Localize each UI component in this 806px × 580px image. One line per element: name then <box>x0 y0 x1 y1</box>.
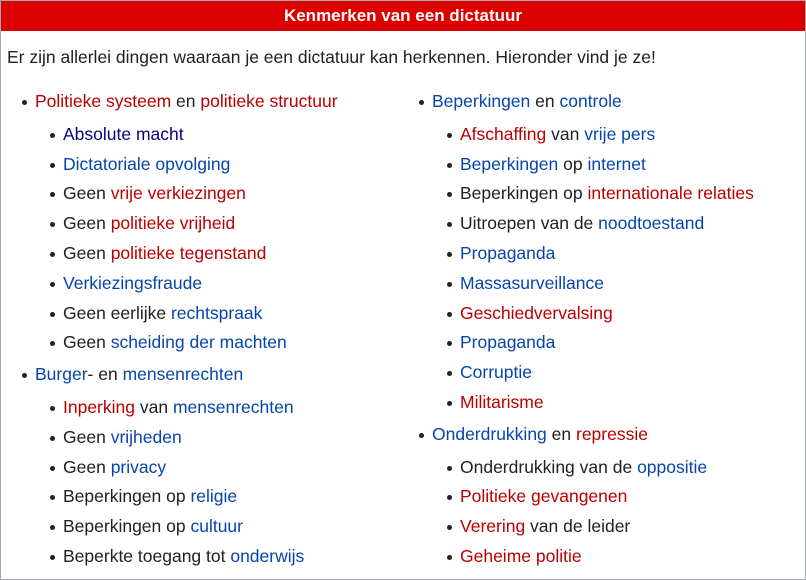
link-mensenrechten[interactable]: mensenrechten <box>122 364 244 385</box>
item-text: Geen <box>63 456 111 477</box>
item-text: Onderdrukking van de <box>460 456 638 477</box>
heading-text: en <box>546 423 576 444</box>
link-vrijheden[interactable]: vrijheden <box>110 426 182 447</box>
list-item <box>460 542 806 572</box>
bullet-icon <box>50 466 55 471</box>
intro-text: Er zijn allerlei dingen waaraan je een dictatuur kan herkennen. Hieronder vind je ze! <box>7 47 656 67</box>
bullet-icon <box>447 555 452 560</box>
left-column <box>19 87 409 574</box>
bullet-icon <box>22 373 27 378</box>
link-politieke-tegenstand[interactable]: politieke tegenstand <box>110 242 267 263</box>
item-text: op <box>558 153 588 174</box>
section-heading <box>416 87 806 117</box>
sub-list <box>416 120 806 418</box>
link-politieke-structuur[interactable]: politieke structuur <box>200 91 338 111</box>
link-geschiedvervalsing[interactable]: Geschiedvervalsing <box>460 302 613 323</box>
item-text: Beperkingen op <box>460 183 588 204</box>
link-scheiding-der-machten[interactable]: scheiding der machten <box>110 332 287 353</box>
link-cultuur[interactable]: cultuur <box>190 516 243 537</box>
link-politieke-systeem[interactable]: Politieke systeem <box>35 91 172 111</box>
link-controle[interactable]: controle <box>559 91 622 111</box>
bullet-icon <box>447 466 452 471</box>
link-vrije-verkiezingen[interactable]: vrije verkiezingen <box>110 183 246 204</box>
section-beperkingen-controle <box>416 87 806 418</box>
list-item <box>460 512 806 542</box>
item-text: Geen <box>63 242 111 263</box>
list-item <box>460 120 806 150</box>
bullet-icon <box>50 192 55 197</box>
link-burger[interactable]: Burger <box>35 364 88 385</box>
sub-list <box>416 453 806 572</box>
list-item <box>460 482 806 512</box>
link-oppositie[interactable]: oppositie <box>637 456 708 477</box>
sub-list <box>19 393 409 572</box>
item-text: Geen <box>63 213 111 234</box>
link-dictatoriale-opvolging[interactable]: Dictatoriale opvolging <box>63 153 231 174</box>
item-text: van de leider <box>525 516 631 537</box>
section-politieke-systeem <box>19 87 409 358</box>
item-text: Beperkte toegang tot <box>63 545 231 566</box>
link-inperking[interactable]: Inperking <box>63 396 135 417</box>
link-beperkingen[interactable]: Beperkingen <box>460 153 559 174</box>
list-item <box>63 269 409 299</box>
list-item <box>460 179 806 209</box>
list-item <box>460 453 806 483</box>
bullet-icon <box>50 222 55 227</box>
heading-text: en <box>171 91 201 111</box>
bullet-icon <box>50 555 55 560</box>
list-item <box>63 482 409 512</box>
bullet-icon <box>50 525 55 530</box>
list-item <box>63 542 409 572</box>
heading-text: en <box>530 91 560 111</box>
list-item <box>460 328 806 358</box>
list-item <box>63 453 409 483</box>
item-text: Geen eerlijke <box>63 302 171 323</box>
section-list <box>19 87 409 572</box>
bullet-icon <box>50 282 55 287</box>
bullet-icon <box>50 312 55 317</box>
bullet-icon <box>419 433 424 438</box>
list-item <box>460 209 806 239</box>
link-massasurveillance[interactable]: Massasurveillance <box>460 272 604 293</box>
sub-list <box>19 120 409 358</box>
list-item <box>63 512 409 542</box>
link-onderwijs[interactable]: onderwijs <box>230 545 305 566</box>
section-heading <box>416 420 806 450</box>
list-item <box>460 299 806 329</box>
link-religie[interactable]: religie <box>190 486 238 507</box>
bullet-icon <box>50 252 55 257</box>
link-repressie[interactable]: repressie <box>576 423 648 444</box>
item-text: van <box>546 123 585 144</box>
navbox-title: Kenmerken van een dictatuur <box>1 1 805 31</box>
bullet-icon <box>447 282 452 287</box>
link-mensenrechten[interactable]: mensenrechten <box>172 396 294 417</box>
list-item <box>63 393 409 423</box>
bullet-icon <box>50 133 55 138</box>
heading-text: - en <box>87 364 123 385</box>
link-propaganda[interactable]: Propaganda <box>460 332 556 353</box>
list-item <box>63 150 409 180</box>
bullet-icon <box>447 133 452 138</box>
list-item <box>63 209 409 239</box>
item-text: Geen <box>63 332 111 353</box>
list-item <box>460 150 806 180</box>
bullet-icon <box>447 192 452 197</box>
link-militarisme[interactable]: Militarisme <box>460 391 544 412</box>
list-item <box>63 328 409 358</box>
link-internet[interactable]: internet <box>587 153 646 174</box>
link-politieke-gevangenen[interactable]: Politieke gevangenen <box>460 486 628 507</box>
link-beperkingen[interactable]: Beperkingen <box>432 91 531 111</box>
bullet-icon <box>447 495 452 500</box>
section-onderdrukking-repressie <box>416 420 806 572</box>
list-item <box>63 179 409 209</box>
bullet-icon <box>447 525 452 530</box>
link-propaganda[interactable]: Propaganda <box>460 242 556 263</box>
bullet-icon <box>447 163 452 168</box>
link-rechtspraak[interactable]: rechtspraak <box>170 302 263 323</box>
bullet-icon <box>50 495 55 500</box>
link-politieke-vrijheid[interactable]: politieke vrijheid <box>110 213 236 234</box>
link-afschaffing[interactable]: Afschaffing <box>460 123 547 144</box>
item-text: van <box>135 396 173 417</box>
link-absolute-macht[interactable]: Absolute macht <box>63 123 184 144</box>
item-text: Beperkingen op <box>63 486 191 507</box>
section-list <box>416 87 806 572</box>
list-item <box>460 269 806 299</box>
link-privacy[interactable]: privacy <box>110 456 167 477</box>
bullet-icon <box>22 100 27 105</box>
section-burger-mensenrechten <box>19 360 409 572</box>
list-item <box>460 388 806 418</box>
bullet-icon <box>50 341 55 346</box>
list-item <box>63 299 409 329</box>
link-onderdrukking[interactable]: Onderdrukking <box>432 423 547 444</box>
bullet-icon <box>50 163 55 168</box>
bullet-icon <box>447 252 452 257</box>
link-internationale-relaties[interactable]: internationale relaties <box>587 183 754 204</box>
item-text: Geen <box>63 183 111 204</box>
item-text: Uitroepen van de <box>460 213 599 234</box>
bullet-icon <box>447 371 452 376</box>
bullet-icon <box>447 341 452 346</box>
bullet-icon <box>447 312 452 317</box>
link-noodtoestand[interactable]: noodtoestand <box>598 213 705 234</box>
item-text: Geen <box>63 426 111 447</box>
list-item <box>63 423 409 453</box>
link-verering[interactable]: Verering <box>460 516 526 537</box>
section-heading <box>19 87 409 117</box>
link-geheime-politie[interactable]: Geheime politie <box>460 545 582 566</box>
list-item <box>63 120 409 150</box>
list-item <box>460 358 806 388</box>
link-corruptie[interactable]: Corruptie <box>460 362 532 383</box>
bullet-icon <box>50 406 55 411</box>
bullet-icon <box>419 100 424 105</box>
bullet-icon <box>447 401 452 406</box>
section-heading <box>19 360 409 390</box>
bullet-icon <box>50 436 55 441</box>
list-item <box>63 239 409 269</box>
link-verkiezingsfraude[interactable]: Verkiezingsfraude <box>63 272 203 293</box>
link-vrije-pers[interactable]: vrije pers <box>584 123 656 144</box>
bullet-icon <box>447 222 452 227</box>
list-item <box>460 239 806 269</box>
right-column <box>416 87 806 574</box>
item-text: Beperkingen op <box>63 516 191 537</box>
